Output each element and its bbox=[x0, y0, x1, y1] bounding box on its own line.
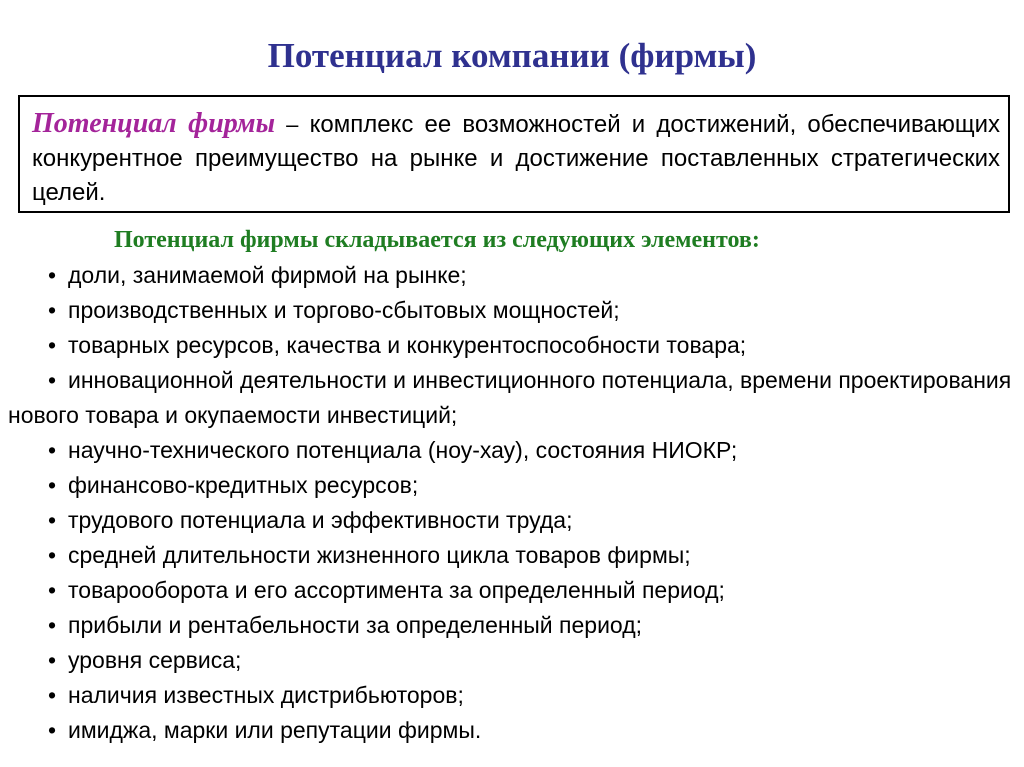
definition-dash: – bbox=[286, 112, 299, 137]
bullet: • bbox=[48, 682, 57, 708]
bullet: • bbox=[48, 262, 57, 288]
list-item: • научно-технического потенциала (ноу-хау), состояния НИОКР; bbox=[8, 433, 1020, 468]
bullet: • bbox=[48, 717, 57, 743]
list-item: • товарных ресурсов, качества и конкурентоспособности товара; bbox=[8, 328, 1020, 363]
definition-text bbox=[32, 107, 1000, 210]
elements-list bbox=[8, 258, 1020, 748]
bullet: • bbox=[48, 577, 57, 603]
bullet: • bbox=[48, 472, 57, 498]
list-item: • наличия известных дистрибьюторов; bbox=[8, 678, 1020, 713]
list-item: • инновационной деятельности и инвестиционного потенциала, времени проектирования нового товара и окупаемости инвестиций; bbox=[8, 363, 1020, 433]
definition-term: Потенциал фирмы bbox=[32, 108, 275, 139]
list-item: • финансово-кредитных ресурсов; bbox=[8, 468, 1020, 503]
list-item: • средней длительности жизненного цикла товаров фирмы; bbox=[8, 538, 1020, 573]
bullet: • bbox=[48, 507, 57, 533]
bullet: • bbox=[48, 612, 57, 638]
bullet: • bbox=[48, 297, 57, 323]
list-item: • производственных и торгово-сбытовых мощностей; bbox=[8, 293, 1020, 328]
list-item: • прибыли и рентабельности за определенный период; bbox=[8, 608, 1020, 643]
definition-box bbox=[18, 95, 1010, 213]
bullet: • bbox=[48, 647, 57, 673]
bullet: • bbox=[48, 542, 57, 568]
bullet: • bbox=[48, 437, 57, 463]
elements-heading: Потенциал фирмы складывается из следующих элементов: bbox=[114, 227, 760, 253]
list-item: • трудового потенциала и эффективности труда; bbox=[8, 503, 1020, 538]
definition-body: комплекс ее возможностей и достижений, обеспечивающих конкурентное преимущество на рынке и достижение поставленных стратегических целей. bbox=[32, 111, 1000, 206]
bullet: • bbox=[48, 367, 57, 393]
page-title: Потенциал компании (фирмы) bbox=[267, 36, 757, 75]
list-item: • уровня сервиса; bbox=[8, 643, 1020, 678]
list-item: • товарооборота и его ассортимента за определенный период; bbox=[8, 573, 1020, 608]
list-item: • доли, занимаемой фирмой на рынке; bbox=[8, 258, 1020, 293]
list-item: • имиджа, марки или репутации фирмы. bbox=[8, 713, 1020, 748]
bullet: • bbox=[48, 332, 57, 358]
